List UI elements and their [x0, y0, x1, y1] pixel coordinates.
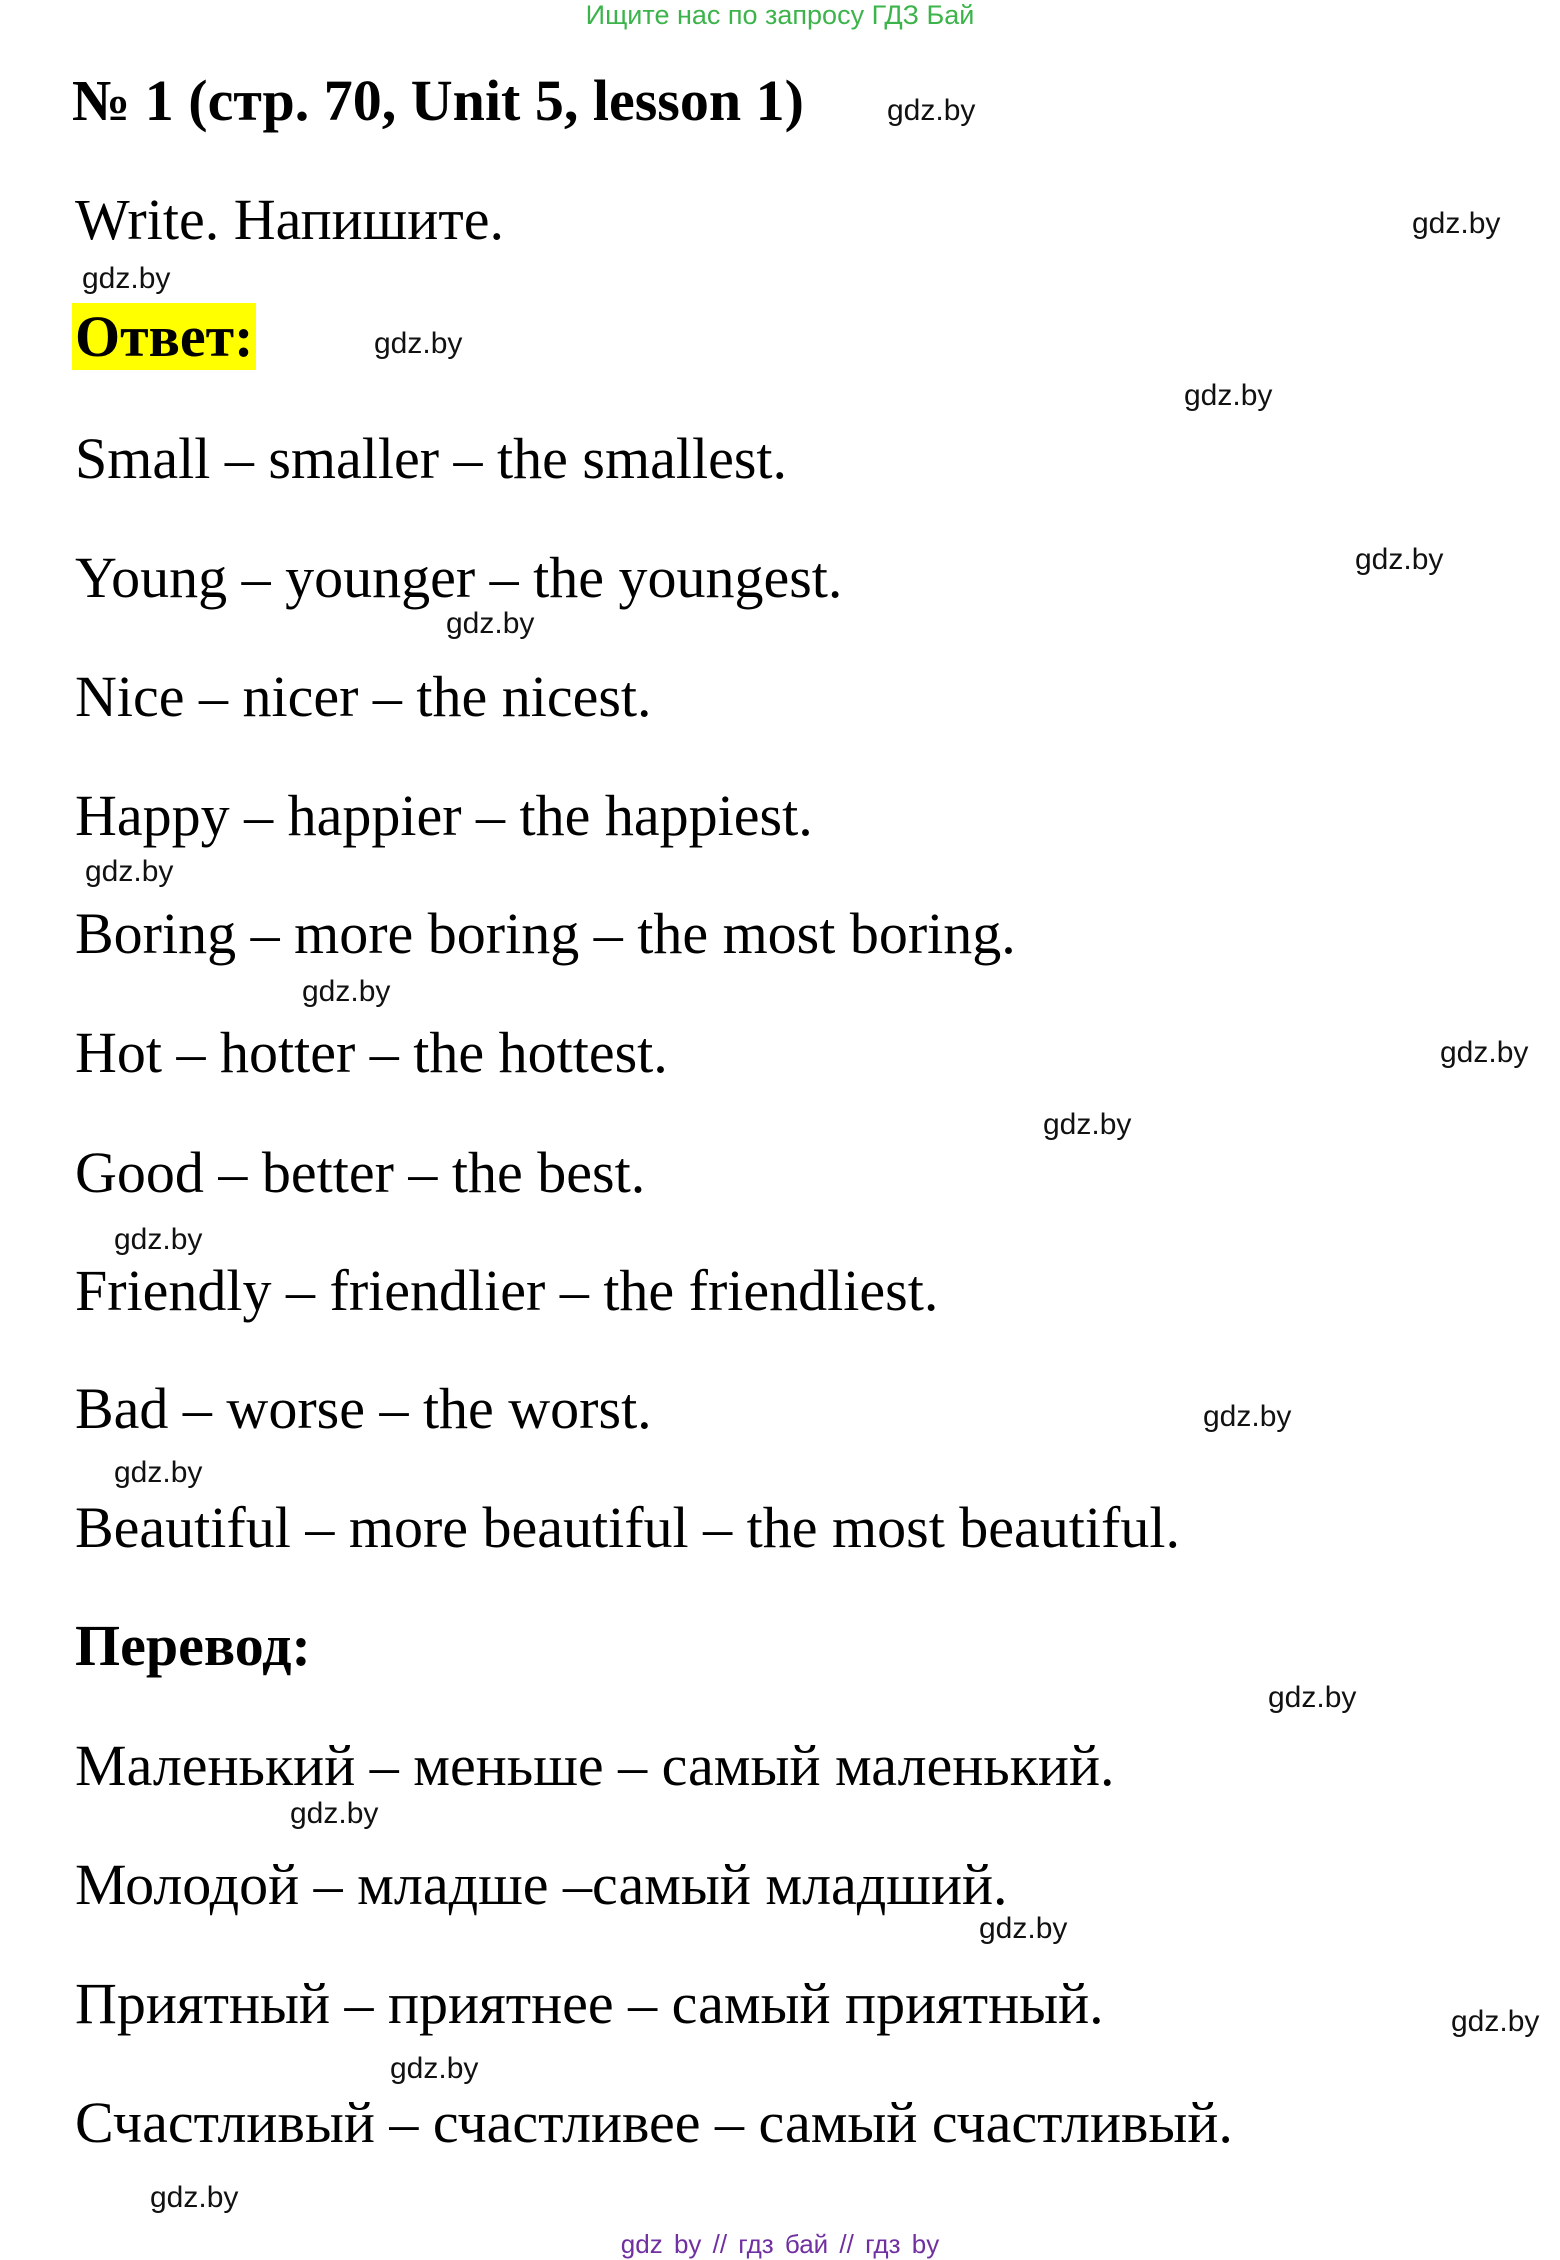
watermark-text: gdz.by: [82, 262, 171, 295]
watermark-text: gdz.by: [1203, 1400, 1292, 1433]
answer-label: Ответ:: [72, 303, 256, 370]
task-instruction: Write. Напишите.: [75, 187, 504, 252]
answer-line: Nice – nicer – the nicest.: [75, 664, 652, 729]
page-title: № 1 (стр. 70, Unit 5, lesson 1): [72, 68, 804, 133]
answer-line: Happy – happier – the happiest.: [75, 783, 813, 848]
answer-line: Good – better – the best.: [75, 1140, 646, 1205]
watermark-text: gdz.by: [290, 1797, 379, 1830]
top-banner: Ищите нас по запросу ГДЗ Бай: [585, 0, 975, 30]
watermark-text: gdz.by: [1043, 1108, 1132, 1141]
watermark-text: gdz.by: [446, 607, 535, 640]
translation-line: Молодой – младше –самый младший.: [75, 1852, 1008, 1917]
answer-line: Boring – more boring – the most boring.: [75, 901, 1016, 966]
watermark-text: gdz.by: [390, 2052, 479, 2085]
answer-line: Young – younger – the youngest.: [75, 545, 843, 610]
watermark-text: gdz.by: [114, 1223, 203, 1256]
translation-line: Приятный – приятнее – самый приятный.: [75, 1971, 1104, 2036]
answer-line: Friendly – friendlier – the friendliest.: [75, 1258, 939, 1323]
answer-line: Beautiful – more beautiful – the most beautiful.: [75, 1495, 1180, 1560]
watermark-text: gdz.by: [1451, 2005, 1540, 2038]
answer-line: Bad – worse – the worst.: [75, 1376, 652, 1441]
translation-line: Маленький – меньше – самый маленький.: [75, 1733, 1115, 1798]
watermark-text: gdz.by: [374, 327, 463, 360]
watermark-text: gdz.by: [1268, 1681, 1357, 1714]
footer-text: gdz by // гдз бай // гдз by: [620, 2229, 940, 2259]
watermark-text: gdz.by: [1412, 207, 1501, 240]
watermark-text: gdz.by: [1355, 543, 1444, 576]
watermark-text: gdz.by: [1184, 379, 1273, 412]
answer-line: Hot – hotter – the hottest.: [75, 1020, 668, 1085]
watermark-text: gdz.by: [114, 1456, 203, 1489]
translation-label: Перевод:: [75, 1613, 311, 1678]
watermark-text: gdz.by: [85, 855, 174, 888]
watermark-text: gdz.by: [979, 1912, 1068, 1945]
answer-line: Small – smaller – the smallest.: [75, 426, 788, 491]
watermark-text: gdz.by: [887, 94, 976, 127]
watermark-text: gdz.by: [150, 2181, 239, 2214]
translation-line: Счастливый – счастливее – самый счастливый.: [75, 2090, 1233, 2155]
watermark-text: gdz.by: [1440, 1036, 1529, 1069]
watermark-text: gdz.by: [302, 975, 391, 1008]
